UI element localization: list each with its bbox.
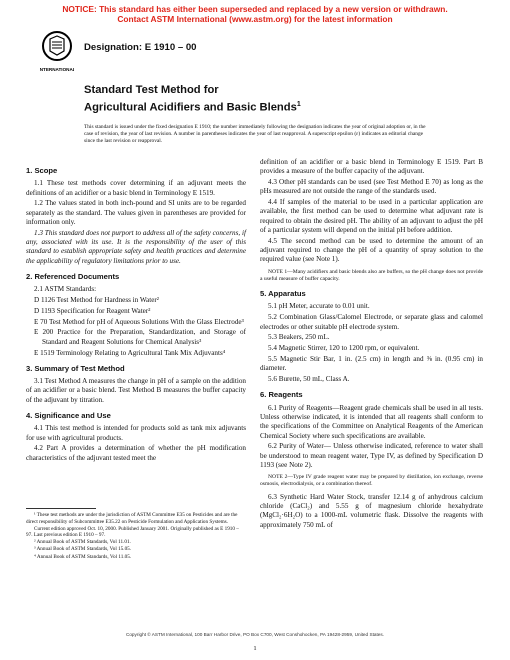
scope-heading: 1. Scope (26, 166, 58, 175)
reference-d1126: D 1126 Test Method for Hardness in Water² (34, 296, 159, 305)
footnote-2: ² Annual Book of ASTM Standards, Vol 11.01. (34, 539, 131, 546)
reference-e70: E 70 Test Method for pH of Aqueous Solutions With the Glass Electrode³ (34, 317, 244, 326)
footnote-3: ³ Annual Book of ASTM Standards, Vol 15.05. (34, 546, 132, 553)
paragraph-5-6: 5.6 Burette, 50 mL, Class A. (268, 375, 350, 384)
paragraph-5-2: 5.2 Combination Glass/Calomel Electrode, or separate glass and calomel electrodes or other suitable pH electrode system. (260, 313, 483, 331)
referenced-documents-heading: 2. Referenced Documents (26, 271, 120, 281)
issuance-note: This standard is issued under the fixed designation E 1910; the number immediately following the designation indicates the year of original adoption or, in the case of revision, the year of last revision. A number in parentheses indicates the year of last reapproval. A superscript epsilon (ε) indicates an editorial change since the last revision or reapproval. (84, 124, 426, 145)
document-title (84, 84, 301, 115)
reference-d1193: D 1193 Specification for Reagent Water² (34, 306, 151, 315)
summary-heading: 3. Summary of Test Method (26, 363, 125, 373)
paragraph-1-1: 1.1 These test methods cover determining if an adjuvant meets the definitions of an acidifier or a basic blend in Terminology E 1519. (26, 179, 246, 197)
paragraph-3-1: 3.1 Test Method A measures the change in pH of a sample on the addition of an acidifier or a basic blend. Test Method B measures the buffer capacity of the adjuvant by titration. (26, 377, 246, 404)
note-2: NOTE 2—Type IV grade reagent water may be prepared by distillation, ion exchange, reverse osmosis, electrodialysis, or a combination thereof. (260, 474, 483, 488)
paragraph-4-4: 4.4 If samples of the material to be used in a particular application are available, the first method can be used to determine what adjuvant rate is required to obtain the desired pH. The ability of an adjuvant to adjust the pH of a particular system will depend on the initial pH before addition. (260, 198, 483, 235)
paragraph-1-3: 1.3 This standard does not purport to address all of the safety concerns, if any, associated with its use. It is the responsibility of the user of this standard to establish appropriate safety and health practices and determine the applicability of regulatory limitations prior to use. (26, 228, 246, 265)
notice-line-2: Contact ASTM International (www.astm.org) for the latest information (117, 14, 393, 24)
paragraph-4-2: 4.2 Part A provides a determination of whether the pH modification characteristics of the adjuvant tested meet the (26, 444, 246, 462)
footnote-4: ⁴ Annual Book of ASTM Standards, Vol 11.05. (34, 553, 132, 560)
paragraph-6-2: 6.2 Purity of Water— Unless otherwise indicated, reference to water shall be understood to mean reagent water, Type IV, as defined by Specification D 1193 (see Note 2). (260, 442, 483, 469)
paragraph-1-2: 1.2 The values stated in both inch-pound and SI units are to be regarded separately as the standard. The values given in parentheses are provided for information only. (26, 199, 246, 226)
title-line-2: Agricultural Acidifiers and Basic Blends (84, 101, 297, 114)
designation: Designation: E 1910 – 00 (84, 42, 197, 53)
paragraph-4-1: 4.1 This test method is intended for products sold as tank mix adjuvants for use with agricultural products. (26, 424, 246, 442)
withdrawal-notice (0, 4, 510, 24)
reference-e1519: E 1519 Terminology Relating to Agricultural Tank Mix Adjuvants⁴ (34, 348, 226, 357)
footnote-1-edition: Current edition approved Oct. 10, 2000. Published January 2001. Originally published as E 1910 – 97. Last previous edition E 1910 – 97. (26, 525, 239, 539)
copyright-line: Copyright © ASTM International, 100 Barr Harbor Drive, PO Box C700, West Conshohocken, PA 19428-2959, United States. (125, 632, 385, 637)
paragraph-4-3: 4.3 Other pH standards can be used (see Test Method E 70) as long as the pHs measured are not outside the range of the standards used. (260, 178, 483, 196)
right-column (260, 158, 483, 531)
paragraph-4-5: 4.5 The second method can be used to determine the amount of an adjuvant required to change the pH of a quantity of spray solution to the required value (see Note 1). (260, 236, 483, 264)
reagents-heading: 6. Reagents (260, 390, 303, 400)
paragraph-2-1: 2.1 ASTM Standards: (34, 285, 97, 294)
footnotes (26, 512, 246, 561)
astm-logo (40, 30, 74, 74)
notice-line-1: NOTICE: This standard has either been superseded and replaced by a new version or withdrawn. (62, 4, 448, 14)
title-line-1: Standard Test Method for (84, 84, 219, 96)
paragraph-6-1: 6.1 Purity of Reagents—Reagent grade chemicals shall be used in all tests. Unless otherwise indicated, it is intended that all reagents shall conform to the specifications of the Committee on Analytical Reagents of the American Chemical Society where such specifications are available. (260, 403, 483, 440)
paragraph-5-5: 5.5 Magnetic Stir Bar, 1 in. (2.5 cm) in length and ⅜ in. (0.95 cm) in diameter. (260, 354, 483, 373)
title-footnote-ref: 1 (296, 100, 301, 108)
paragraph-4-2-continued: definition of an acidifier or a basic blend in Terminology E 1519. Part B provides a measure of the buffer capacity of the adjuvant. (260, 158, 483, 176)
reference-e200: E 200 Practice for the Preparation, Standardization, and Storage of Standard and Reagent Solutions for Chemical Analysis³ (34, 328, 246, 346)
logo-text: INTERNATIONAL (40, 67, 74, 72)
paragraph-5-3: 5.3 Beakers, 250 mL. (268, 333, 330, 342)
paragraph-5-1: 5.1 pH Meter, accurate to 0.01 unit. (268, 302, 370, 311)
paragraph-6-3: 6.3 Synthetic Hard Water Stock, transfer 12.14 g of anhydrous calcium chloride (CaCl₂) and 5.55 g of magnesium chloride hexahydrate (MgCl₂·6H₂O) to a 1000-mL volumetric flask. Dissolve the reagents with approximately 750 mL of (260, 492, 483, 529)
significance-heading: 4. Significance and Use (26, 411, 111, 421)
left-column (26, 160, 246, 465)
page-number: 1 (253, 645, 257, 652)
footnote-1: ¹ These test methods are under the jurisdiction of ASTM Committee E35 on Pesticides and are the direct responsibility of Subcommittee E35.22 on Pesticide Formulation and Application Systems. (26, 512, 238, 525)
note-1: NOTE 1—Many acidifiers and basic blends also are buffers, so the pH change does not provide a useful measure of buffer capacity. (260, 268, 483, 282)
apparatus-heading: 5. Apparatus (260, 289, 306, 299)
footnote-divider (26, 508, 96, 509)
paragraph-5-4: 5.4 Magnetic Stirrer, 120 to 1200 rpm, or equivalent. (268, 344, 420, 353)
